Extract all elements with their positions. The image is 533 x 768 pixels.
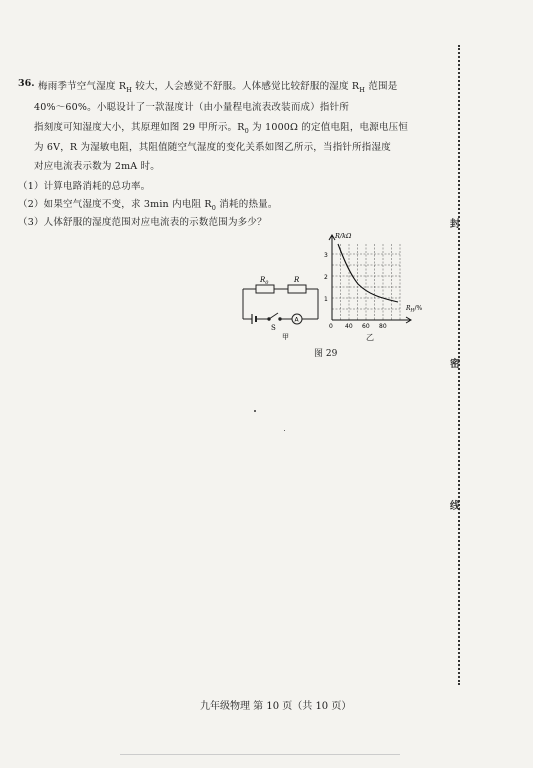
binding-mark-secret: 密 (450, 359, 460, 370)
part-2 (18, 196, 278, 212)
binding-mark-line: 线 (450, 501, 460, 512)
r-label: R (294, 276, 300, 284)
circuit-label: 甲 (282, 333, 289, 341)
q-line3-b: 为 1000Ω 的定值电阻，电源电压恒 (248, 122, 409, 133)
sub-0: 0 (244, 126, 249, 135)
resistance-humidity-graph (318, 230, 428, 330)
q-line1-a: 梅雨季节空气湿度 R (38, 81, 127, 92)
figure-caption: 图 29 (314, 349, 338, 359)
q-line3-a: 指刻度可知湿度大小，其原理如图 29 甲所示。R (34, 122, 245, 133)
question-line-3 (34, 119, 408, 135)
y-tick-3: 3 (324, 252, 328, 259)
r0-resistor (256, 285, 274, 293)
y-axis-label: R/kΩ (335, 232, 352, 240)
scan-speck (284, 430, 285, 431)
r0-label: $R_0$ (260, 276, 269, 286)
scan-speck (254, 410, 256, 412)
bottom-edge (120, 754, 400, 755)
y-tick-1: 1 (324, 296, 328, 303)
sub-h-2: H (359, 85, 366, 94)
x-tick-0: 0 (329, 323, 333, 330)
part-2-b: 消耗的热量。 (216, 199, 278, 210)
x-tick-40: 40 (345, 323, 353, 330)
y-tick-2: 2 (324, 274, 328, 281)
x-tick-60: 60 (362, 323, 370, 330)
question-line-2: 40%～60%。小聪设计了一款湿度计（由小量程电流表改装而成）指针所 (34, 102, 350, 113)
part-2-a: （2）如果空气湿度不变，求 3min 内电阻 R (18, 199, 212, 210)
question-line-4: 为 6V，R 为湿敏电阻，其阻值随空气湿度的变化关系如图乙所示，当指针所指湿度 (34, 142, 391, 153)
r-resistor (288, 285, 306, 293)
sub-h-1: H (126, 85, 133, 94)
resistance-curve (338, 244, 398, 302)
graph-label: 乙 (366, 333, 374, 342)
question-line-1 (38, 78, 397, 94)
binding-mark-seal: 封 (450, 219, 460, 230)
x-axis-label: $R_H/\%$ (406, 305, 423, 314)
switch-label: S (271, 324, 276, 332)
part-1: （1）计算电路消耗的总功率。 (18, 181, 151, 192)
question-number: 36. (18, 78, 35, 89)
x-tick-80: 80 (379, 323, 387, 330)
ammeter-label: A (294, 316, 299, 324)
page-footer: 九年级物理 第 10 页（共 10 页） (200, 701, 352, 712)
q-line1-c: 范围是 (365, 81, 398, 92)
sub-0-b: 0 (211, 203, 217, 212)
q-line1-b: 较大，人会感觉不舒服。人体感觉比较舒服的湿度 R (132, 81, 360, 92)
question-line-5: 对应电流表示数为 2mA 时。 (34, 161, 160, 172)
circuit-diagram (238, 274, 328, 344)
part-3: （3）人体舒服的湿度范围对应电流表的示数范围为多少？ (18, 217, 267, 228)
